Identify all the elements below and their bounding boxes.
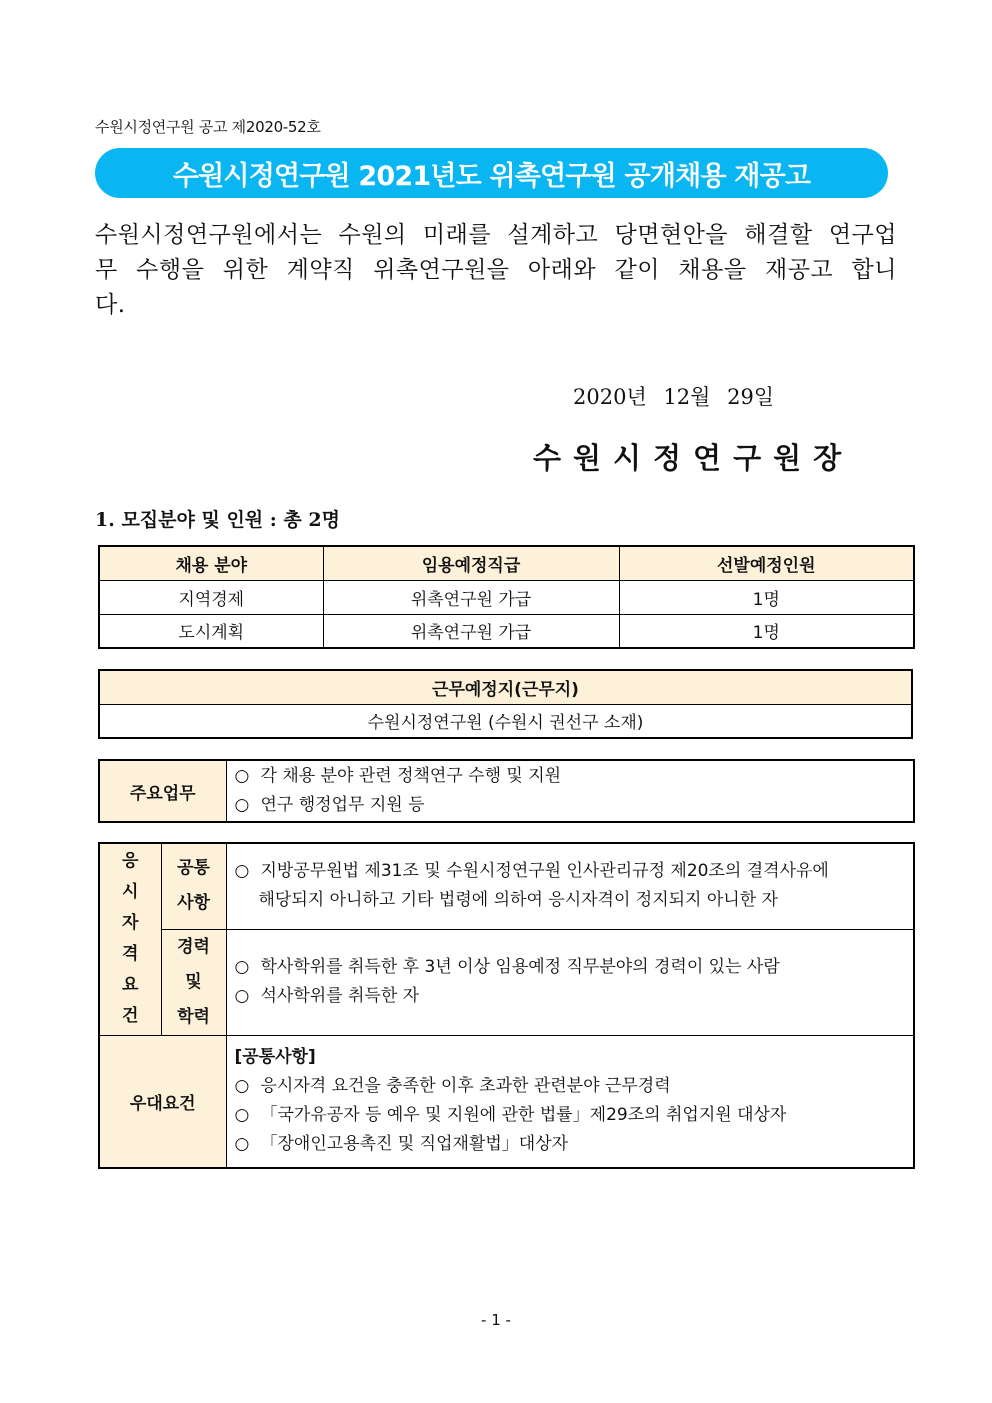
title-banner — [95, 148, 888, 198]
table-row — [99, 580, 914, 614]
career-label: 경력 및 학력 — [161, 929, 226, 1035]
duties-table — [98, 759, 915, 823]
announcement-date: 2020년 12월 29일 — [573, 385, 775, 409]
list-item: ○ 「국가유공자 등 예우 및 지원에 관한 법률」제29조의 취업지원 대상자 — [235, 1101, 914, 1130]
recruitment-table — [98, 545, 915, 649]
table-header-row — [99, 546, 914, 580]
count-cell: 1명 — [619, 614, 914, 648]
career-requirement — [226, 929, 914, 1035]
eligibility-label: 응 시 자 격 요 건 — [99, 843, 161, 1035]
table-row — [99, 929, 914, 1035]
bullet-icon: ○ — [234, 766, 250, 786]
common-label: 공통 사항 — [161, 843, 226, 929]
workplace-value: 수원시정연구원 (수원시 권선구 소재) — [99, 704, 912, 738]
preference-label: 우대요건 — [99, 1035, 226, 1168]
bullet-icon: ○ — [234, 1105, 250, 1126]
list-item: ○ 학사학위를 취득한 후 3년 이상 임용예정 직무분야의 경력이 있는 사람 — [235, 953, 914, 982]
field-cell: 도시계획 — [99, 614, 323, 648]
column-header: 임용예정직급 — [323, 546, 619, 580]
bullet-icon: ○ — [234, 861, 250, 882]
table-header-row — [99, 670, 912, 704]
table-row — [99, 614, 914, 648]
list-item: ○ 「장애인고용촉진 및 직업재활법」대상자 — [235, 1130, 914, 1159]
issuer-name: 수원시정연구원장 — [533, 441, 854, 475]
document-title: 수원시정연구원 2021년도 위촉연구원 공개채용 재공고 — [172, 160, 811, 192]
grade-cell: 위촉연구원 가급 — [323, 580, 619, 614]
common-requirement: ○ 지방공무원법 제31조 및 수원시정연구원 인사관리규정 제20조의 결격사유에 해당되지 아니하고 기타 법령에 의하여 응시자격이 정지되지 아니한 자 — [226, 843, 914, 929]
preference-list — [226, 1035, 914, 1168]
duties-label: 주요업무 — [99, 760, 226, 822]
bullet-icon: ○ — [234, 795, 250, 815]
list-item: ○ 각 채용 분야 관련 정책연구 수행 및 지원 — [235, 762, 914, 791]
column-header: 채용 분야 — [99, 546, 323, 580]
bullet-icon: ○ — [234, 986, 250, 1006]
section-heading: 1. 모집분야 및 인원 : 총 2명 — [95, 509, 340, 531]
count-cell: 1명 — [619, 580, 914, 614]
page-number: - 1 - — [481, 1311, 511, 1329]
bullet-icon: ○ — [234, 1076, 250, 1097]
bullet-icon: ○ — [234, 1134, 250, 1155]
table-row — [99, 843, 914, 929]
duties-list — [226, 760, 914, 822]
preference-heading: [공통사항] — [234, 1047, 316, 1068]
field-cell: 지역경제 — [99, 580, 323, 614]
bullet-icon: ○ — [234, 957, 250, 977]
table-row — [99, 704, 912, 738]
intro-paragraph: 수원시정연구원에서는 수원의 미래를 설계하고 당면현안을 해결할 연구업무 수행을 위한 계약직 위촉연구원을 아래와 같이 채용을 재공고 합니다. — [95, 222, 897, 318]
requirements-table — [98, 842, 915, 1169]
table-row — [99, 760, 914, 822]
table-row — [99, 1035, 914, 1168]
workplace-header: 근무예정지(근무지) — [99, 670, 912, 704]
column-header: 선발예정인원 — [619, 546, 914, 580]
list-item: ○ 연구 행정업무 지원 등 — [235, 791, 914, 820]
workplace-table — [98, 669, 913, 739]
list-item: ○ 응시자격 요건을 충족한 이후 초과한 관련분야 근무경력 — [235, 1072, 914, 1101]
grade-cell: 위촉연구원 가급 — [323, 614, 619, 648]
notice-number: 수원시정연구원 공고 제2020-52호 — [95, 118, 321, 136]
list-item: ○ 석사학위를 취득한 자 — [235, 982, 914, 1011]
